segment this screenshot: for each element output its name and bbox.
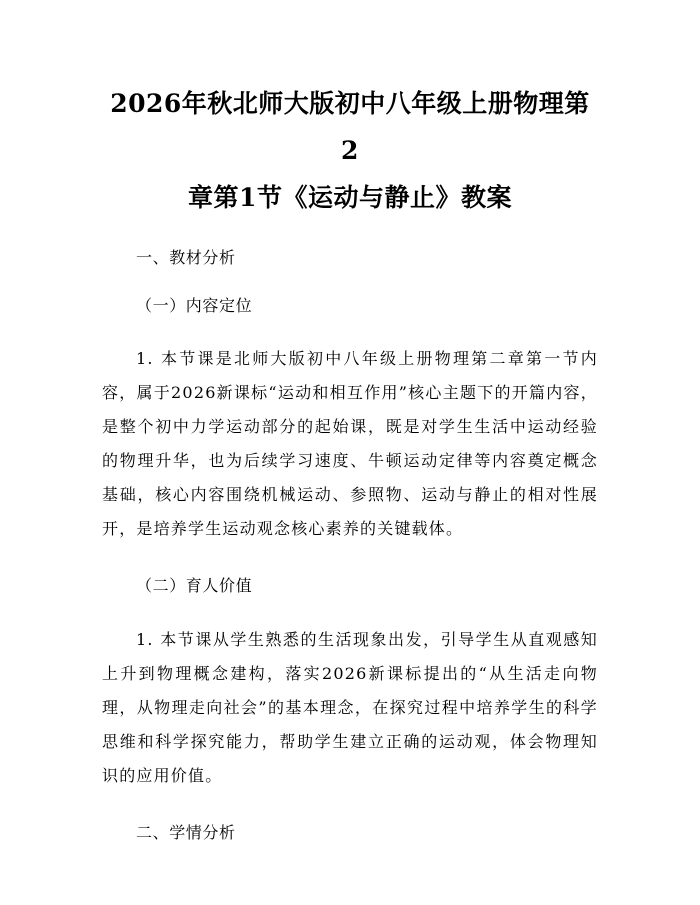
subsection-heading-educational-value: （二）育人价值 (136, 576, 253, 595)
subsection-heading-content-positioning: （一）内容定位 (136, 296, 253, 315)
paragraph-educational-value: 1. 本节课从学生熟悉的生活现象出发，引导学生从直观感知上升到物理概念建构，落实2026新课标提出的“从生活走向物理，从物理走向社会”的基本理念，在探究过程中培养学生的科学思维和科学探究能力，帮助学生建立正确的运动观，体会物理知识的应用价值。 (102, 630, 598, 785)
document-title: 2026年秋北师大版初中八年级上册物理第2 章第1节《运动与静止》教案 (110, 89, 590, 212)
section-heading-learner-analysis: 二、学情分析 (136, 823, 236, 842)
section-heading-textbook-analysis: 一、教材分析 (136, 248, 236, 267)
paragraph-content-positioning: 1. 本节课是北师大版初中八年级上册物理第二章第一节内容，属于2026新课标“运动和相互作用”核心主题下的开篇内容，是整个初中力学运动部分的起始课，既是对学生生活中运动经验的物理升华，也为后续学习速度、牛顿运动定律等内容奠定概念基础，核心内容围绕机械运动、参照物、运动与静止的相对性展开，是培养学生运动观念核心素养的关键载体。 (102, 349, 598, 538)
